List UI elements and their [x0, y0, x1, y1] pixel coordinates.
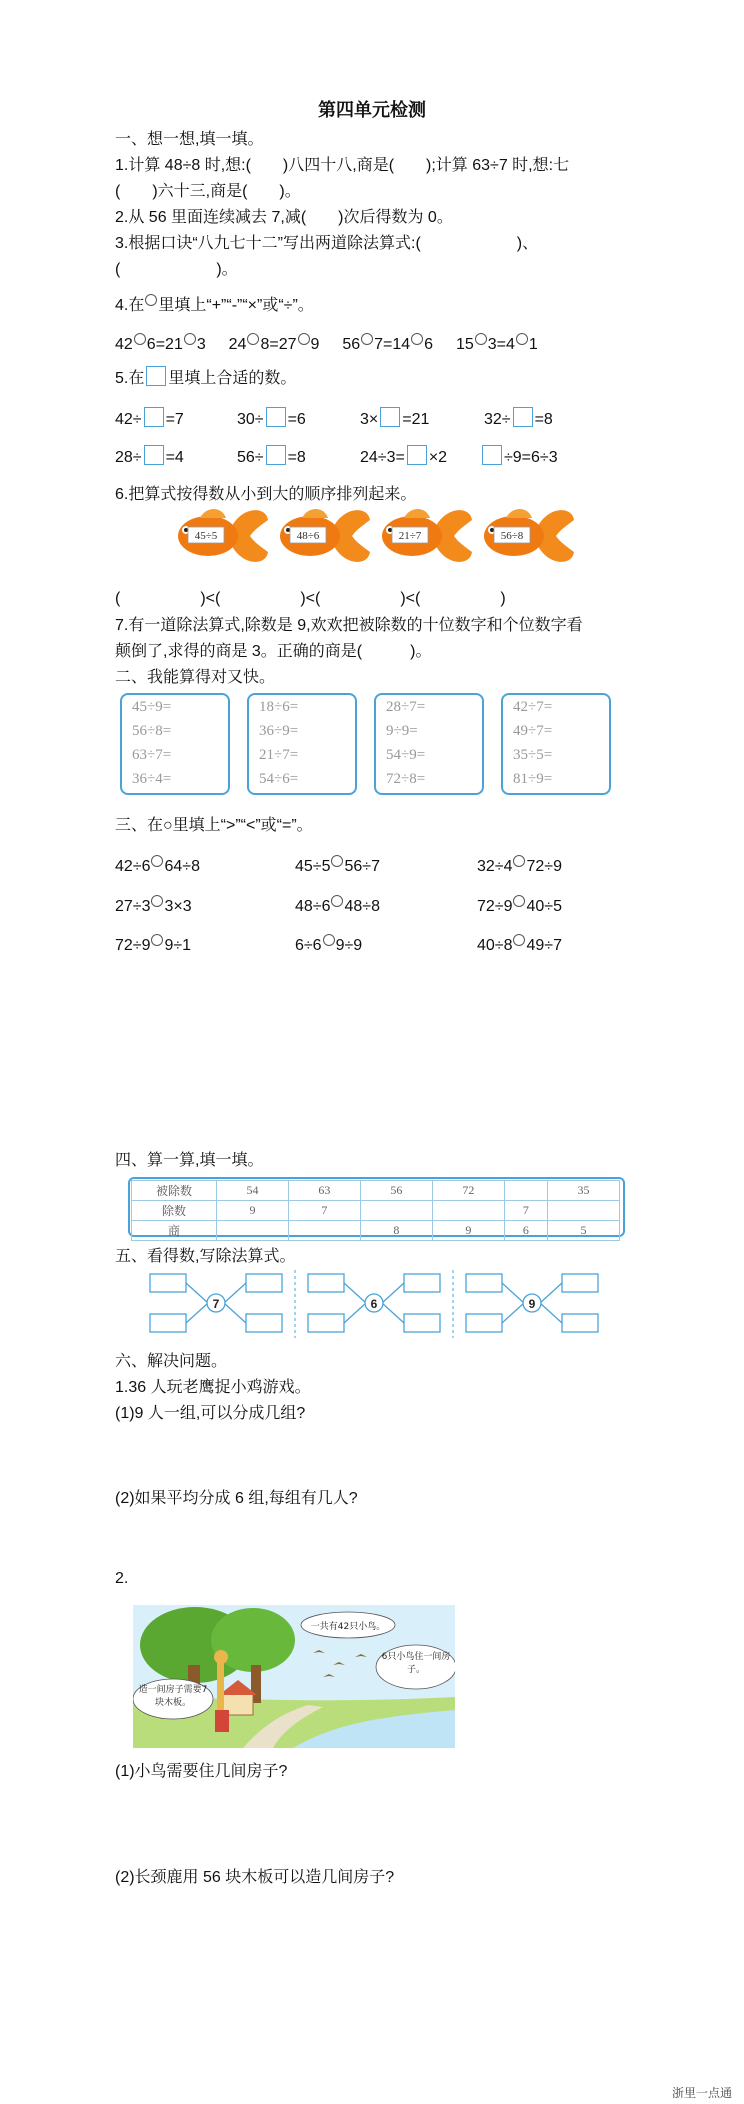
calc-item: 54÷9=	[386, 747, 426, 763]
section-3-heading: 三、在○里填上“>”“<”或“=”。	[115, 817, 313, 834]
question-5-prompt	[115, 365, 296, 388]
table-blank-cell[interactable]	[547, 1201, 619, 1221]
compare-item: 32÷4 72÷9	[477, 855, 562, 876]
fish-label: 56÷8	[500, 530, 524, 542]
goldfish-icon	[476, 500, 576, 572]
q5-item: 30÷ =6	[237, 407, 306, 429]
calc-card	[374, 693, 484, 795]
table-blank-cell[interactable]	[288, 1221, 360, 1241]
blank-circle[interactable]	[247, 333, 259, 345]
compare-item: 6÷6 9÷9	[295, 934, 362, 955]
compare-item: 27÷3 3×3	[115, 895, 192, 916]
answer-box[interactable]	[150, 1274, 186, 1292]
question-7-line-1: 7.有一道除法算式,除数是 9,欢欢把被除数的十位数字和个位数字看	[115, 617, 583, 634]
question-7-line-2: 颠倒了,求得的商是 3。正确的商是( )。	[115, 643, 432, 660]
blank-circle[interactable]	[513, 934, 525, 946]
problem-1-part-2: (2)如果平均分成 6 组,每组有几人?	[115, 1490, 358, 1507]
blank-box[interactable]	[144, 445, 164, 465]
section-4-heading: 四、算一算,填一填。	[115, 1152, 264, 1169]
calc-item: 45÷9=	[132, 699, 172, 715]
speech-bubble-1: 一共有42只小鸟。	[310, 1622, 386, 1632]
section-2-heading: 二、我能算得对又快。	[115, 669, 276, 686]
question-3-line-2: ( )。	[115, 261, 238, 278]
calc-item: 35÷5=	[513, 747, 553, 763]
q5-item: 32÷ =8	[484, 407, 553, 429]
fish-label: 48÷6	[296, 530, 320, 542]
section-1-heading: 一、想一想,填一填。	[115, 131, 264, 148]
speech-bubble-2-box	[381, 1651, 451, 1687]
problem-1: 1.36 人玩老鹰捉小鸡游戏。	[115, 1379, 311, 1396]
section-5-heading: 五、看得数,写除法算式。	[115, 1248, 296, 1265]
blank-circle[interactable]	[475, 333, 487, 345]
table-blank-cell[interactable]	[360, 1201, 432, 1221]
q4-prefix: 4.在	[115, 297, 145, 314]
table-blank-cell[interactable]	[504, 1181, 547, 1201]
table-row: 除数 9 7 7	[132, 1201, 620, 1221]
speech-bubble-3-box	[138, 1684, 208, 1720]
blank-circle[interactable]	[134, 333, 146, 345]
calc-item: 36÷9=	[259, 723, 299, 739]
division-diagrams	[140, 1268, 610, 1340]
result-label: 6	[370, 1297, 378, 1311]
answer-box[interactable]	[308, 1314, 344, 1332]
blank-circle[interactable]	[516, 333, 528, 345]
blank-box[interactable]	[266, 445, 286, 465]
problem-2: 2.	[115, 1570, 129, 1587]
question-6-order: ( )<( )<( )<( )	[115, 590, 506, 607]
header-quotient: 商	[132, 1221, 217, 1241]
table-row: 商 8 9 6 5	[132, 1221, 620, 1241]
question-6: 6.把算式按得数从小到大的顺序排列起来。	[115, 486, 417, 503]
table-blank-cell[interactable]	[432, 1201, 504, 1221]
calc-item: 9÷9=	[386, 723, 418, 739]
blank-box[interactable]	[407, 445, 427, 465]
q5-prefix: 5.在	[115, 370, 145, 387]
blank-box[interactable]	[144, 407, 164, 427]
answer-box[interactable]	[562, 1274, 598, 1292]
answer-box[interactable]	[404, 1314, 440, 1332]
section-6-heading: 六、解决问题。	[115, 1353, 228, 1370]
answer-box[interactable]	[308, 1274, 344, 1292]
blank-circle[interactable]	[151, 934, 163, 946]
table-row: 被除数 54 63 56 72 35	[132, 1181, 620, 1201]
question-3-line-1: 3.根据口诀“八九七十二”写出两道除法算式:( )、	[115, 235, 539, 252]
square-box-icon	[146, 366, 166, 386]
circle-icon	[145, 294, 157, 306]
compare-item: 45÷5 56÷7	[295, 855, 380, 876]
q5-item: 3× =21	[360, 407, 429, 429]
fish-label: 45÷5	[194, 530, 218, 542]
calc-item: 28÷7=	[386, 699, 426, 715]
answer-box[interactable]	[246, 1314, 282, 1332]
blank-circle[interactable]	[411, 333, 423, 345]
blank-circle[interactable]	[184, 333, 196, 345]
question-4-items	[115, 333, 538, 354]
calc-item: 63÷7=	[132, 747, 172, 763]
blank-box[interactable]	[482, 445, 502, 465]
compare-item: 72÷9 9÷1	[115, 934, 191, 955]
goldfish-icon	[170, 500, 270, 572]
calc-item: 18÷6=	[259, 699, 299, 715]
speech-bubble-2: 6只小鸟住一间房子。	[381, 1652, 451, 1675]
compare-item: 48÷6 48÷8	[295, 895, 380, 916]
q4-item: 56 7=14 6	[342, 336, 433, 353]
speech-bubble-3: 造一间房子需要7块木板。	[138, 1685, 208, 1708]
calc-item: 42÷7=	[513, 699, 553, 715]
answer-box[interactable]	[562, 1314, 598, 1332]
q4-item: 15 3=4 1	[456, 336, 538, 353]
q5-item: 56÷ =8	[237, 445, 306, 467]
question-4-prompt	[115, 292, 314, 315]
blank-circle[interactable]	[298, 333, 310, 345]
calc-item: 49÷7=	[513, 723, 553, 739]
answer-box[interactable]	[404, 1274, 440, 1292]
q5-item: 42÷ =7	[115, 407, 184, 429]
q5-suffix: 里填上合适的数。	[168, 370, 297, 387]
calc-item: 81÷9=	[513, 771, 553, 787]
calc-item: 36÷4=	[132, 771, 172, 787]
result-label: 7	[212, 1297, 220, 1311]
page-title: 第四单元检测	[318, 100, 426, 120]
q4-suffix: 里填上“+”“-”“×”或“÷”。	[158, 297, 314, 314]
table-blank-cell[interactable]	[217, 1221, 289, 1241]
illustration-scene	[133, 1605, 455, 1748]
answer-box[interactable]	[466, 1274, 502, 1292]
calc-item: 21÷7=	[259, 747, 299, 763]
answer-box[interactable]	[150, 1314, 186, 1332]
footer-brand: 浙里一点通	[671, 2086, 732, 2100]
calc-item: 72÷8=	[386, 771, 426, 787]
result-label: 9	[528, 1297, 536, 1311]
blank-circle[interactable]	[361, 333, 373, 345]
blank-circle[interactable]	[151, 895, 163, 907]
problem-2-part-1: (1)小鸟需要住几间房子?	[115, 1763, 288, 1780]
calc-item: 56÷8=	[132, 723, 172, 739]
blank-circle[interactable]	[151, 855, 163, 867]
problem-1-part-1: (1)9 人一组,可以分成几组?	[115, 1405, 306, 1422]
header-divisor: 除数	[132, 1201, 217, 1221]
blank-circle[interactable]	[513, 895, 525, 907]
answer-box[interactable]	[246, 1274, 282, 1292]
question-1-line-1: 1.计算 48÷8 时,想:( )八四十八,商是( );计算 63÷7 时,想:七	[115, 157, 570, 174]
blank-circle[interactable]	[323, 934, 335, 946]
calc-card	[501, 693, 611, 795]
blank-circle[interactable]	[513, 855, 525, 867]
compare-item: 42÷6 64÷8	[115, 855, 200, 876]
blank-box[interactable]	[266, 407, 286, 427]
header-dividend: 被除数	[132, 1181, 217, 1201]
goldfish-icon	[374, 500, 474, 572]
goldfish-icon	[272, 500, 372, 572]
blank-circle[interactable]	[331, 895, 343, 907]
answer-box[interactable]	[466, 1314, 502, 1332]
calc-card	[247, 693, 357, 795]
blank-box[interactable]	[380, 407, 400, 427]
question-1-line-2: ( )六十三,商是( )。	[115, 183, 301, 200]
division-table	[131, 1180, 620, 1241]
blank-circle[interactable]	[331, 855, 343, 867]
q4-item: 42 6=21 3	[115, 336, 206, 353]
calc-item: 54÷6=	[259, 771, 299, 787]
q5-item: ÷9=6÷3	[480, 445, 558, 467]
blank-box[interactable]	[513, 407, 533, 427]
problem-2-part-2: (2)长颈鹿用 56 块木板可以造几间房子?	[115, 1869, 395, 1886]
compare-item: 40÷8 49÷7	[477, 934, 562, 955]
scene-drawing	[133, 1605, 455, 1748]
question-2: 2.从 56 里面连续减去 7,减( )次后得数为 0。	[115, 209, 453, 226]
q5-item: 28÷ =4	[115, 445, 184, 467]
compare-item: 72÷9 40÷5	[477, 895, 562, 916]
q5-item: 24÷3= ×2	[360, 445, 447, 467]
q4-item: 24 8=27 9	[229, 336, 320, 353]
calc-card	[120, 693, 230, 795]
fish-label: 21÷7	[398, 530, 422, 542]
